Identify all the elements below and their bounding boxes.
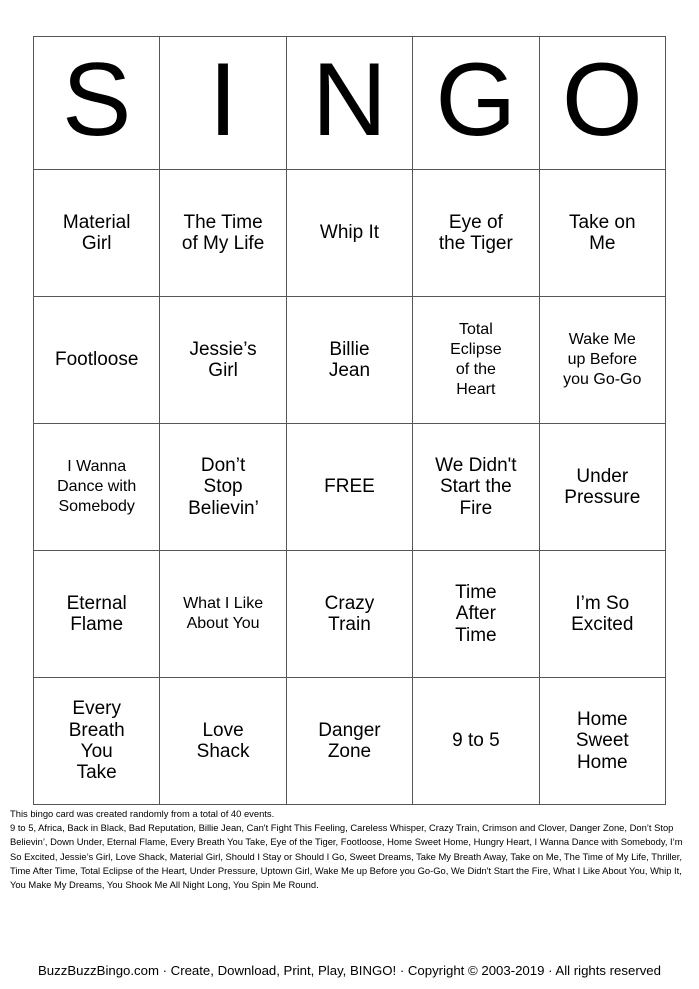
info-events: 9 to 5, Africa, Back in Black, Bad Reputation, Billie Jean, Can't Fight This Feeling, Careless Whisper, Crazy Train, Crimson and Clover, Danger Zone, Don’t Stop Believin’, Down Under, Eternal Flame, Every Breath You Take, Eye of the Tiger, Footloose, Home Sweet Home, Hungry Heart, I Wanna Dance with Somebody, I’m So Excited, Jessie’s Girl, Love Shack, Material Girl, Should I Stay or Should I Go, Sweet Dreams, Take My Breath Away, Take on Me, The Time of My Life, Thriller, Time After Time, Total Eclipse of the Heart, Under Pressure, Uptown Girl, Wake Me up Before you Go-Go, We Didn't Start the Fire, What I Like About You, Whip It, You Make My Dreams, You Shook Me All Night Long, You Spin Me Round. (10, 822, 683, 891)
info-intro: This bingo card was created randomly from a total of 40 events. (10, 808, 275, 819)
bingo-row (34, 678, 666, 805)
event-list (10, 807, 690, 892)
header-letter: G (413, 37, 539, 170)
bingo-cell: What I Like About You (160, 551, 286, 678)
bingo-cell: Crazy Train (286, 551, 412, 678)
header-row (34, 37, 666, 170)
bingo-cell: We Didn't Start the Fire (413, 424, 539, 551)
bingo-cell: Eye of the Tiger (413, 170, 539, 297)
bingo-cell: Footloose (34, 297, 160, 424)
bingo-cell: Danger Zone (286, 678, 412, 805)
header-letter: O (539, 37, 665, 170)
bingo-cell: Take on Me (539, 170, 665, 297)
bingo-row (34, 170, 666, 297)
bingo-cell: Every Breath You Take (34, 678, 160, 805)
bingo-cell: Time After Time (413, 551, 539, 678)
bingo-cell: Jessie’s Girl (160, 297, 286, 424)
bingo-cell: Material Girl (34, 170, 160, 297)
header-letter: I (160, 37, 286, 170)
bingo-cell: Under Pressure (539, 424, 665, 551)
bingo-cell: Eternal Flame (34, 551, 160, 678)
bingo-row (34, 424, 666, 551)
bingo-cell: 9 to 5 (413, 678, 539, 805)
bingo-cell: Wake Me up Before you Go-Go (539, 297, 665, 424)
bingo-cell: Whip It (286, 170, 412, 297)
bingo-cell: I Wanna Dance with Somebody (34, 424, 160, 551)
bingo-cell: Love Shack (160, 678, 286, 805)
bingo-cell: I’m So Excited (539, 551, 665, 678)
bingo-cell: Billie Jean (286, 297, 412, 424)
bingo-row (34, 551, 666, 678)
bingo-cell: FREE (286, 424, 412, 551)
bingo-cell: Total Eclipse of the Heart (413, 297, 539, 424)
footer-text: BuzzBuzzBingo.com · Create, Download, Print, Play, BINGO! · Copyright © 2003-2019 · All rights reserved (38, 963, 661, 978)
bingo-cell: The Time of My Life (160, 170, 286, 297)
header-letter: N (286, 37, 412, 170)
bingo-cell: Home Sweet Home (539, 678, 665, 805)
header-letter: S (34, 37, 160, 170)
bingo-cell: Don’t Stop Believin’ (160, 424, 286, 551)
bingo-row (34, 297, 666, 424)
bingo-card (33, 36, 666, 805)
